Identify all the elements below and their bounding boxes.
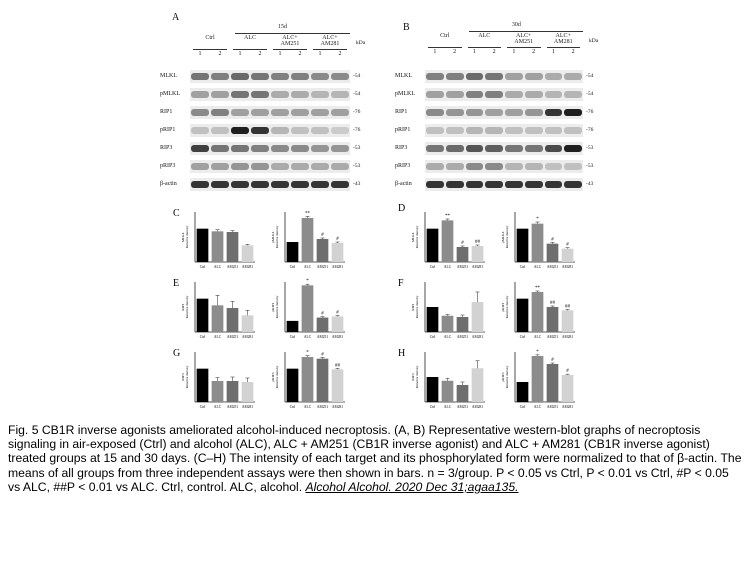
x-tick-label: ALC — [533, 335, 542, 339]
bar — [532, 224, 544, 262]
x-tick-label: Ctrl — [429, 335, 436, 339]
bar — [242, 245, 254, 262]
lane-number: 2 — [298, 51, 302, 57]
lane-number: 2 — [453, 49, 457, 55]
bar — [472, 302, 484, 332]
kda-marker: -76 — [353, 109, 361, 115]
x-tick-label: ALC — [213, 265, 222, 269]
x-tick-label: Ctrl — [519, 265, 526, 269]
significance-marker: ## — [475, 240, 480, 245]
x-tick-label: AM281 — [331, 405, 344, 409]
x-tick-label: Ctrl — [519, 405, 526, 409]
kda-marker: -76 — [586, 109, 594, 115]
lane-number: 2 — [338, 51, 342, 57]
x-tick-label: Ctrl — [429, 265, 436, 269]
blot-row-label: β-actin — [160, 181, 177, 187]
bar — [317, 359, 329, 402]
bar — [562, 310, 574, 332]
bar-chart-g-phospho — [271, 351, 345, 409]
x-tick-label: AM251 — [316, 265, 329, 269]
x-tick-label: AM281 — [241, 405, 254, 409]
lane-number: 2 — [571, 49, 575, 55]
bar — [457, 385, 469, 402]
y-axis-label: Relative density — [505, 365, 509, 389]
bar — [442, 381, 454, 402]
bar — [197, 299, 209, 332]
x-tick-label: AM281 — [561, 335, 574, 339]
kda-unit: kDa — [356, 40, 366, 46]
significance-marker: # — [321, 352, 324, 358]
bar — [427, 307, 439, 332]
bar — [332, 369, 344, 402]
bar — [197, 369, 209, 402]
bar-chart-c-total — [181, 212, 255, 269]
x-tick-label: AM251 — [546, 265, 559, 269]
bar — [442, 220, 454, 262]
bar — [442, 316, 454, 332]
bar — [227, 381, 239, 402]
significance-marker: # — [551, 358, 554, 363]
y-axis-label: Relative density — [415, 225, 419, 249]
bar — [427, 229, 439, 262]
citation-link[interactable]: Alcohol Alcohol. 2020 Dec 31;agaa135. — [305, 479, 519, 494]
significance-marker: # — [566, 242, 569, 248]
x-tick-label: AM281 — [241, 335, 254, 339]
bar-chart-g-total — [181, 352, 255, 409]
x-tick-label: AM281 — [331, 335, 344, 339]
kda-marker: -76 — [586, 127, 594, 133]
bar — [287, 369, 299, 402]
timepoint-label: 30d — [511, 22, 521, 28]
lane-number: 1 — [318, 51, 322, 57]
kda-marker: -54 — [353, 73, 361, 79]
bar-chart-d-total — [411, 212, 485, 269]
x-tick-label: AM281 — [471, 335, 484, 339]
bar-chart-f-total — [411, 282, 485, 339]
blot-row-label: pRIP3 — [160, 163, 176, 169]
x-tick-label: ALC — [303, 265, 312, 269]
lane-number: 1 — [433, 49, 437, 55]
y-axis-label: pRIP3 — [501, 372, 505, 382]
bar — [532, 292, 544, 332]
bar — [302, 285, 314, 332]
blot-row-label: pMLKL — [395, 91, 415, 97]
x-tick-label: AM251 — [456, 265, 469, 269]
bar — [547, 307, 559, 332]
kda-marker: -53 — [353, 163, 361, 169]
x-tick-label: ALC — [213, 335, 222, 339]
x-tick-label: AM281 — [471, 405, 484, 409]
kda-marker: -43 — [353, 181, 361, 187]
group-label: ALC+ AM251 — [514, 33, 534, 45]
blot-row-label: pMLKL — [160, 91, 180, 97]
bar — [532, 356, 544, 402]
bar — [517, 382, 529, 402]
bar — [457, 317, 469, 332]
bar — [242, 382, 254, 402]
bar — [547, 364, 559, 402]
blot-row-label: MLKL — [395, 73, 412, 79]
group-label: ALC — [478, 33, 491, 39]
bar — [562, 249, 574, 262]
group-label: ALC+ AM281 — [320, 35, 340, 47]
bar — [517, 299, 529, 332]
significance-marker: # — [321, 233, 324, 238]
significance-marker: ## — [550, 301, 555, 306]
bar — [212, 231, 224, 262]
x-tick-label: ALC — [213, 405, 222, 409]
y-axis-label: pRIP1 — [271, 302, 275, 312]
kda-marker: -43 — [586, 181, 594, 187]
x-tick-label: Ctrl — [289, 405, 296, 409]
x-tick-label: AM251 — [456, 405, 469, 409]
blot-row-label: RIP1 — [395, 109, 408, 115]
chart-panel-label: G — [173, 348, 181, 359]
x-tick-label: AM251 — [316, 335, 329, 339]
blot-row-label: pRIP1 — [395, 127, 411, 133]
bar — [427, 377, 439, 402]
x-tick-label: AM281 — [331, 265, 344, 269]
x-tick-label: ALC — [443, 335, 452, 339]
x-tick-label: AM281 — [241, 265, 254, 269]
bar — [212, 381, 224, 402]
significance-marker: ## — [335, 363, 340, 369]
x-tick-label: Ctrl — [289, 335, 296, 339]
bar — [317, 239, 329, 262]
lane-number: 1 — [512, 49, 516, 55]
bar — [287, 321, 299, 332]
bar — [227, 308, 239, 332]
significance-marker: # — [336, 310, 339, 316]
kda-marker: -54 — [353, 91, 361, 97]
kda-unit: kDa — [589, 38, 599, 44]
x-tick-label: Ctrl — [289, 265, 296, 269]
bar-chart-h-phospho — [501, 350, 575, 409]
group-label: Ctrl — [205, 35, 215, 41]
panel-label: B — [403, 22, 410, 33]
significance-marker: * — [536, 349, 539, 355]
y-axis-label: pMLKL — [271, 231, 275, 243]
bar — [197, 229, 209, 262]
bar — [242, 315, 254, 332]
bar — [332, 316, 344, 332]
bar-chart-e-total — [181, 282, 255, 339]
bar-chart-d-phospho — [501, 212, 575, 269]
group-label: Ctrl — [440, 33, 450, 39]
x-tick-label: AM281 — [561, 265, 574, 269]
kda-marker: -54 — [586, 73, 594, 79]
significance-marker: * — [306, 350, 309, 356]
y-axis-label: RIP1 — [411, 303, 415, 311]
lane-number: 1 — [198, 51, 202, 57]
bar — [317, 318, 329, 332]
x-tick-label: ALC — [303, 405, 312, 409]
significance-marker: * — [536, 217, 539, 222]
significance-marker: # — [321, 311, 324, 317]
kda-marker: -76 — [353, 127, 361, 133]
kda-marker: -53 — [586, 163, 594, 169]
x-tick-label: Ctrl — [199, 265, 206, 269]
lane-number: 2 — [492, 49, 496, 55]
y-axis-label: Relative density — [415, 295, 419, 319]
significance-marker: * — [306, 279, 309, 285]
lane-number: 2 — [258, 51, 262, 57]
group-label: ALC+ AM251 — [280, 35, 300, 47]
x-tick-label: AM251 — [546, 405, 559, 409]
bar — [562, 375, 574, 402]
bar — [457, 247, 469, 262]
y-axis-label: Relative density — [275, 365, 279, 389]
kda-marker: -54 — [586, 91, 594, 97]
significance-marker: # — [551, 237, 554, 243]
bar — [517, 229, 529, 262]
y-axis-label: Relative density — [415, 365, 419, 389]
x-tick-label: ALC — [443, 405, 452, 409]
blot-row-label: RIP3 — [160, 145, 173, 151]
y-axis-label: pRIP3 — [271, 372, 275, 382]
caption-text: Fig. 5 CB1R inverse agonists ameliorated alcohol-induced necroptosis. (A, B) Representative western-blot graphs of necroptosis signaling in air-exposed (Ctrl) and alcohol (ALC), ALC + AM251 (CB1R inverse agonist) and ALC + AM281 (CB1R inverse agonist) treated groups at 15 and 30 days. (C–H) The intensity of each target and its phosphorylated form were normalized to that of β-actin. The means of all groups from three independent assays were then shown in bars. n = 3/group. P < 0.05 vs Ctrl, P < 0.01 vs Ctrl, #P < 0.05 vs ALC, ##P < 0.01 vs ALC. Ctrl, control. ALC, alcohol. — [8, 423, 742, 494]
kda-marker: -53 — [586, 145, 594, 151]
blot-row-label: β-actin — [395, 181, 412, 187]
bar-chart-h-total — [411, 352, 485, 409]
significance-marker: ** — [445, 214, 450, 219]
y-axis-label: Relative density — [505, 225, 509, 249]
y-axis-label: Relative density — [185, 365, 189, 389]
y-axis-label: MLKL — [411, 232, 415, 242]
panel-label: A — [172, 12, 180, 23]
y-axis-label: RIP1 — [181, 303, 185, 311]
significance-marker: # — [461, 241, 464, 246]
y-axis-label: pMLKL — [501, 231, 505, 243]
bar-chart-f-phospho — [501, 282, 575, 339]
y-axis-label: Relative density — [185, 295, 189, 319]
kda-marker: -53 — [353, 145, 361, 151]
figure-caption — [8, 423, 744, 494]
y-axis-label: Relative density — [505, 295, 509, 319]
x-tick-label: Ctrl — [429, 405, 436, 409]
blot-row-label: pRIP3 — [395, 163, 411, 169]
y-axis-label: pRIP1 — [501, 302, 505, 312]
blot-row-label: RIP1 — [160, 109, 173, 115]
significance-marker: # — [336, 237, 339, 242]
bar — [227, 232, 239, 262]
lane-number: 1 — [551, 49, 555, 55]
significance-marker: ** — [305, 211, 310, 217]
x-tick-label: AM281 — [561, 405, 574, 409]
x-tick-label: ALC — [533, 265, 542, 269]
chart-panel-label: H — [398, 348, 406, 359]
y-axis-label: RIP3 — [411, 373, 415, 381]
y-axis-label: Relative density — [275, 225, 279, 249]
x-tick-label: Ctrl — [199, 405, 206, 409]
bar — [472, 246, 484, 262]
bar — [302, 357, 314, 402]
bar-chart-e-phospho — [271, 279, 345, 339]
lane-number: 1 — [238, 51, 242, 57]
bar — [212, 305, 224, 332]
timepoint-label: 15d — [278, 24, 287, 30]
y-axis-label: MLKL — [181, 232, 185, 242]
x-tick-label: ALC — [533, 405, 542, 409]
blot-row-label: pRIP1 — [160, 127, 176, 133]
x-tick-label: AM251 — [226, 405, 239, 409]
chart-panel-label: F — [398, 278, 404, 289]
group-label: ALC — [244, 35, 256, 41]
x-tick-label: AM281 — [471, 265, 484, 269]
blot-row-label: RIP3 — [395, 145, 408, 151]
x-tick-label: AM251 — [226, 265, 239, 269]
lane-number: 1 — [278, 51, 282, 57]
blot-row-label: MLKL — [160, 73, 177, 79]
lane-number: 2 — [532, 49, 536, 55]
significance-marker: ## — [565, 304, 570, 310]
x-tick-label: Ctrl — [199, 335, 206, 339]
y-axis-label: Relative density — [275, 295, 279, 319]
x-tick-label: ALC — [303, 335, 312, 339]
y-axis-label: RIP3 — [181, 373, 185, 381]
bar — [287, 242, 299, 262]
bar — [547, 244, 559, 262]
x-tick-label: AM251 — [546, 335, 559, 339]
significance-marker: ** — [535, 286, 540, 291]
lane-number: 1 — [472, 49, 476, 55]
chart-panel-label: D — [398, 203, 406, 214]
chart-panel-label: E — [173, 278, 180, 289]
lane-number: 2 — [218, 51, 222, 57]
x-tick-label: AM251 — [456, 335, 469, 339]
bar — [332, 243, 344, 262]
chart-panel-label: C — [173, 208, 180, 219]
x-tick-label: Ctrl — [519, 335, 526, 339]
bar-chart-c-phospho — [271, 211, 345, 269]
bar — [302, 218, 314, 262]
x-tick-label: ALC — [443, 265, 452, 269]
x-tick-label: AM251 — [226, 335, 239, 339]
significance-marker: # — [566, 369, 569, 375]
x-tick-label: AM251 — [316, 405, 329, 409]
y-axis-label: Relative density — [185, 225, 189, 249]
group-label: ALC+ AM281 — [553, 33, 573, 45]
bar — [472, 368, 484, 402]
